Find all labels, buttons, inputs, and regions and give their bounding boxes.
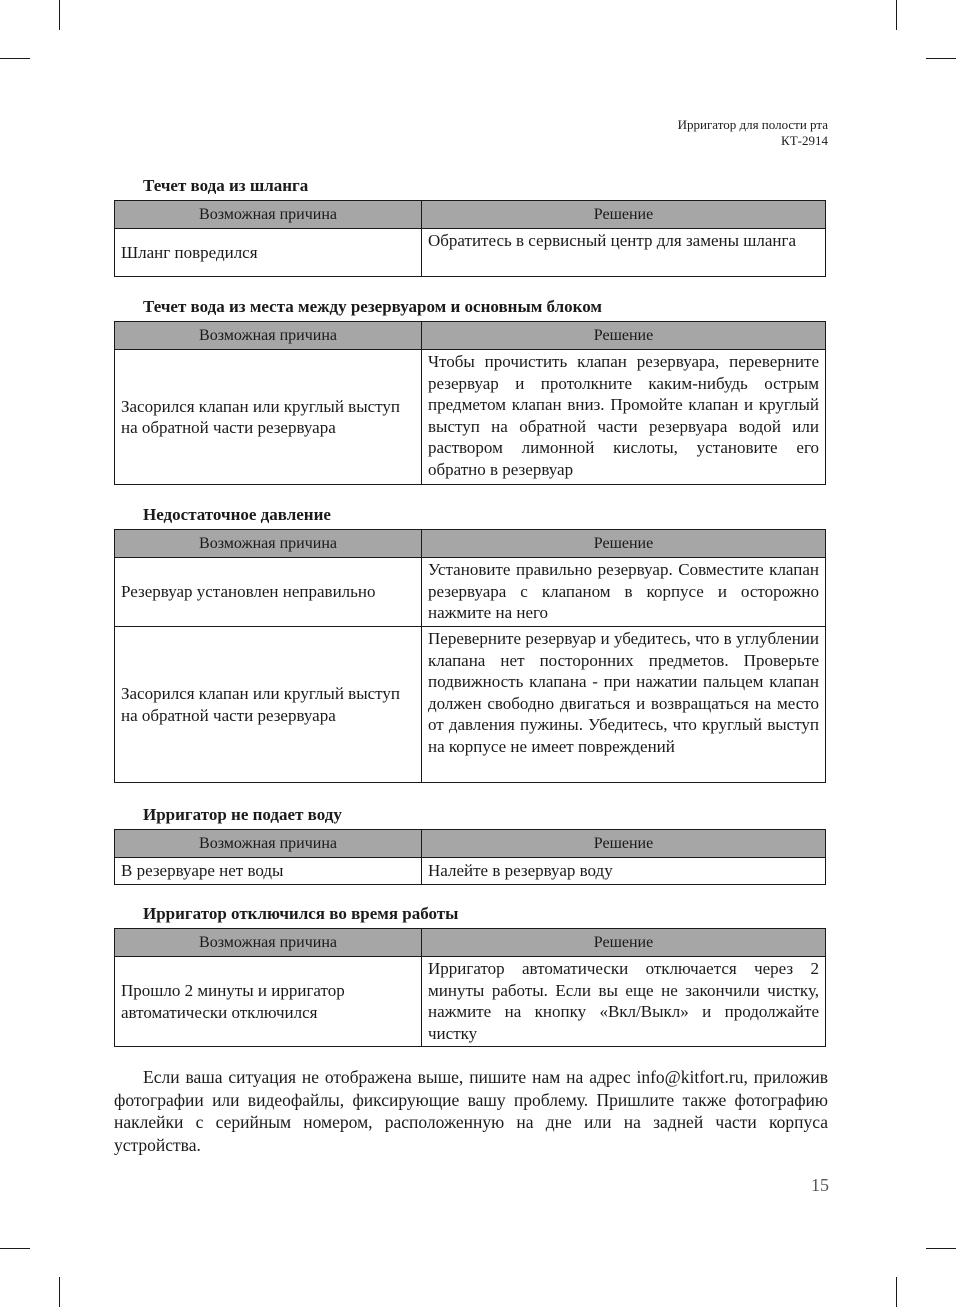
column-header-cause: Возможная причина xyxy=(115,530,422,558)
cause-cell: Резервуар установлен неправильно xyxy=(115,558,422,627)
contact-paragraph: Если ваша ситуация не отображена выше, пишите нам на адрес info@kitfort.ru, приложив фотографии или видеофайлы, фиксирующие вашу проблему. Пришлите также фотографию наклейки с серийным номером, расположенную на дне или на задней части корпуса устройства. xyxy=(114,1067,828,1155)
troubleshooting-table xyxy=(114,321,826,485)
running-header xyxy=(678,117,828,149)
cause-cell: Засорился клапан или круглый выступ на обратной части резервуара xyxy=(115,627,422,783)
section-tank-leak xyxy=(114,297,825,485)
crop-mark xyxy=(896,1277,897,1307)
crop-mark xyxy=(0,58,30,59)
section-low-pressure xyxy=(114,505,825,783)
troubleshooting-table xyxy=(114,200,826,277)
table-header-row xyxy=(115,530,826,558)
section-auto-off xyxy=(114,904,825,1047)
header-product-name: Ирригатор для полости рта xyxy=(677,117,828,132)
section-title: Ирригатор не подает воду xyxy=(143,805,342,824)
section-title: Течет вода из места между резервуаром и основным блоком xyxy=(143,297,602,316)
cause-cell: Засорился клапан или круглый выступ на обратной части резервуара xyxy=(115,350,422,485)
section-hose-leak xyxy=(114,176,825,277)
table-row xyxy=(115,229,826,277)
header-model: КТ-2914 xyxy=(781,133,828,148)
troubleshooting-table xyxy=(114,529,826,783)
column-header-cause: Возможная причина xyxy=(115,830,422,858)
table-header-row xyxy=(115,929,826,957)
column-header-cause: Возможная причина xyxy=(115,201,422,229)
section-no-water xyxy=(114,805,825,885)
crop-mark xyxy=(926,58,956,59)
table-row xyxy=(115,558,826,627)
crop-mark xyxy=(59,0,60,30)
solution-cell: Налейте в резервуар воду xyxy=(422,858,826,885)
troubleshooting-table xyxy=(114,928,826,1047)
cause-cell: В резервуаре нет воды xyxy=(115,858,422,885)
column-header-cause: Возможная причина xyxy=(115,929,422,957)
table-header-row xyxy=(115,322,826,350)
table-row xyxy=(115,957,826,1047)
crop-mark xyxy=(896,0,897,30)
table-row xyxy=(115,627,826,783)
page-number: 15 xyxy=(811,1175,829,1195)
crop-mark xyxy=(926,1248,956,1249)
troubleshooting-table xyxy=(114,829,826,885)
column-header-solution: Решение xyxy=(422,201,826,229)
column-header-solution: Решение xyxy=(422,830,826,858)
solution-cell: Переверните резервуар и убедитесь, что в углублении клапана нет посторонних предметов. Проверьте подвижность клапана - при нажатии пальцем клапан должен свободно двигаться и возвращаться на место от давления пужины. Убедитесь, что круглый выступ на корпусе не имеет повреждений xyxy=(422,627,826,783)
column-header-solution: Решение xyxy=(422,322,826,350)
cause-cell: Прошло 2 минуты и ирригатор автоматически отключился xyxy=(115,957,422,1047)
solution-cell: Ирригатор автоматически отключается через 2 минуты работы. Если вы еще не закончили чистку, нажмите на кнопку «Вкл/Выкл» и продолжайте чистку xyxy=(422,957,826,1047)
table-header-row xyxy=(115,201,826,229)
solution-cell: Установите правильно резервуар. Совместите клапан резервуара с клапаном в корпусе и осторожно нажмите на него xyxy=(422,558,826,627)
section-title: Ирригатор отключился во время работы xyxy=(143,904,459,923)
cause-cell: Шланг повредился xyxy=(115,229,422,277)
column-header-solution: Решение xyxy=(422,929,826,957)
crop-mark xyxy=(59,1277,60,1307)
solution-cell: Обратитесь в сервисный центр для замены шланга xyxy=(422,229,826,277)
column-header-solution: Решение xyxy=(422,530,826,558)
section-title: Течет вода из шланга xyxy=(143,176,309,195)
column-header-cause: Возможная причина xyxy=(115,322,422,350)
solution-cell: Чтобы прочистить клапан резервуара, переверните резервуар и протолкните каким-нибудь острым предметом клапан вниз. Промойте клапан и круглый выступ на обратной части резервуара водой или раствором лимонной кислоты, установите его обратно в резервуар xyxy=(422,350,826,485)
crop-mark xyxy=(0,1248,30,1249)
table-row xyxy=(115,350,826,485)
section-title: Недостаточное давление xyxy=(143,505,331,524)
table-header-row xyxy=(115,830,826,858)
table-row xyxy=(115,858,826,885)
